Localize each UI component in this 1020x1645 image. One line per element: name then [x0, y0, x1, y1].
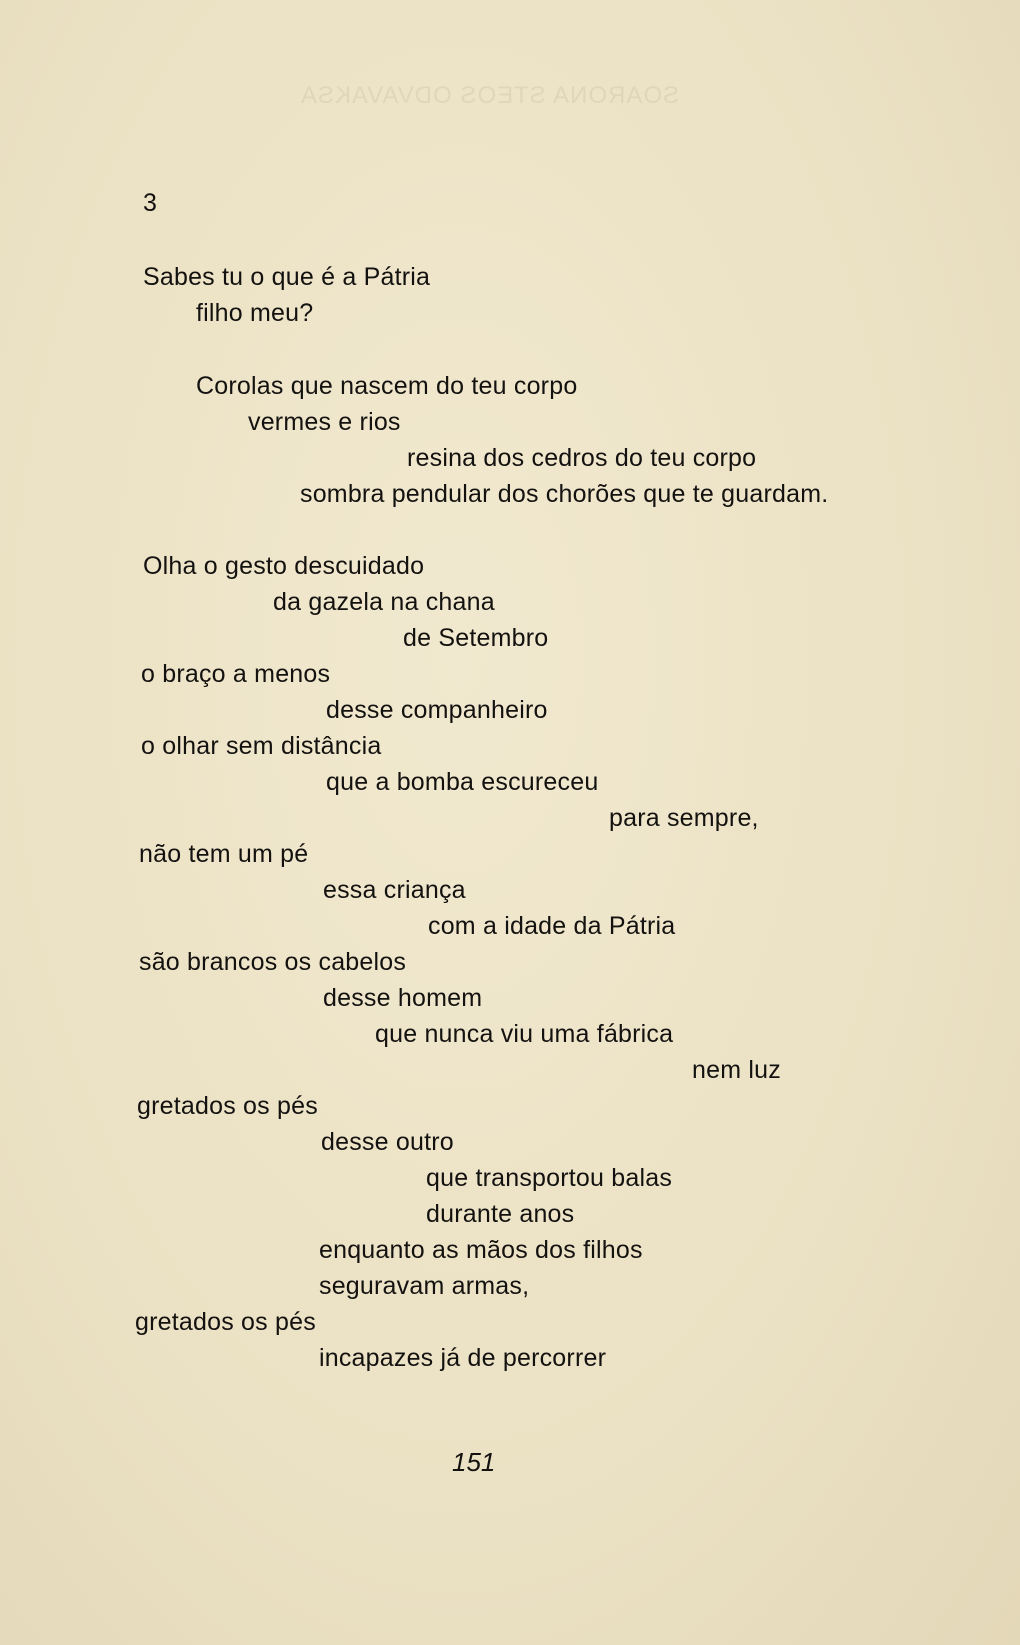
poem-line: Corolas que nascem do teu corpo	[196, 372, 578, 400]
poem-line: desse companheiro	[326, 696, 548, 724]
poem-line: seguravam armas,	[319, 1272, 530, 1300]
bleed-through-header: SOARONA STEOS ODVAVAKSA	[300, 82, 680, 109]
poem-line: desse outro	[321, 1128, 454, 1156]
poem-line: para sempre,	[609, 804, 759, 832]
poem-line: com a idade da Pátria	[428, 912, 676, 940]
poem-line: gretados os pés	[135, 1308, 316, 1336]
poem-line: vermes e rios	[248, 408, 401, 436]
poem-line: durante anos	[426, 1200, 575, 1228]
poem-line: são brancos os cabelos	[139, 948, 407, 976]
poem-line: não tem um pé	[139, 840, 309, 868]
poem-line: que transportou balas	[426, 1164, 673, 1192]
page-number: 151	[452, 1447, 496, 1477]
poem-line: Sabes tu o que é a Pátria	[143, 263, 431, 291]
poem-line: que nunca viu uma fábrica	[375, 1020, 674, 1048]
poem-line: nem luz	[692, 1056, 781, 1084]
poem-line: Olha o gesto descuidado	[143, 552, 425, 580]
poem-line: o braço a menos	[141, 660, 331, 688]
poem-line: resina dos cedros do teu corpo	[407, 444, 757, 472]
poem-line: da gazela na chana	[273, 588, 495, 616]
poem-line: que a bomba escureceu	[326, 768, 599, 796]
section-number: 3	[143, 189, 157, 217]
poem-line: filho meu?	[196, 299, 314, 327]
poem-line: de Setembro	[403, 624, 549, 652]
poem-line: o olhar sem distância	[141, 732, 382, 760]
poem-line: enquanto as mãos dos filhos	[319, 1236, 643, 1264]
poem-line: sombra pendular dos chorões que te guardam.	[300, 480, 829, 508]
poem-line: essa criança	[323, 876, 466, 904]
poem-line: incapazes já de percorrer	[319, 1344, 607, 1372]
poem-line: gretados os pés	[137, 1092, 318, 1120]
poem-line: desse homem	[323, 984, 483, 1012]
